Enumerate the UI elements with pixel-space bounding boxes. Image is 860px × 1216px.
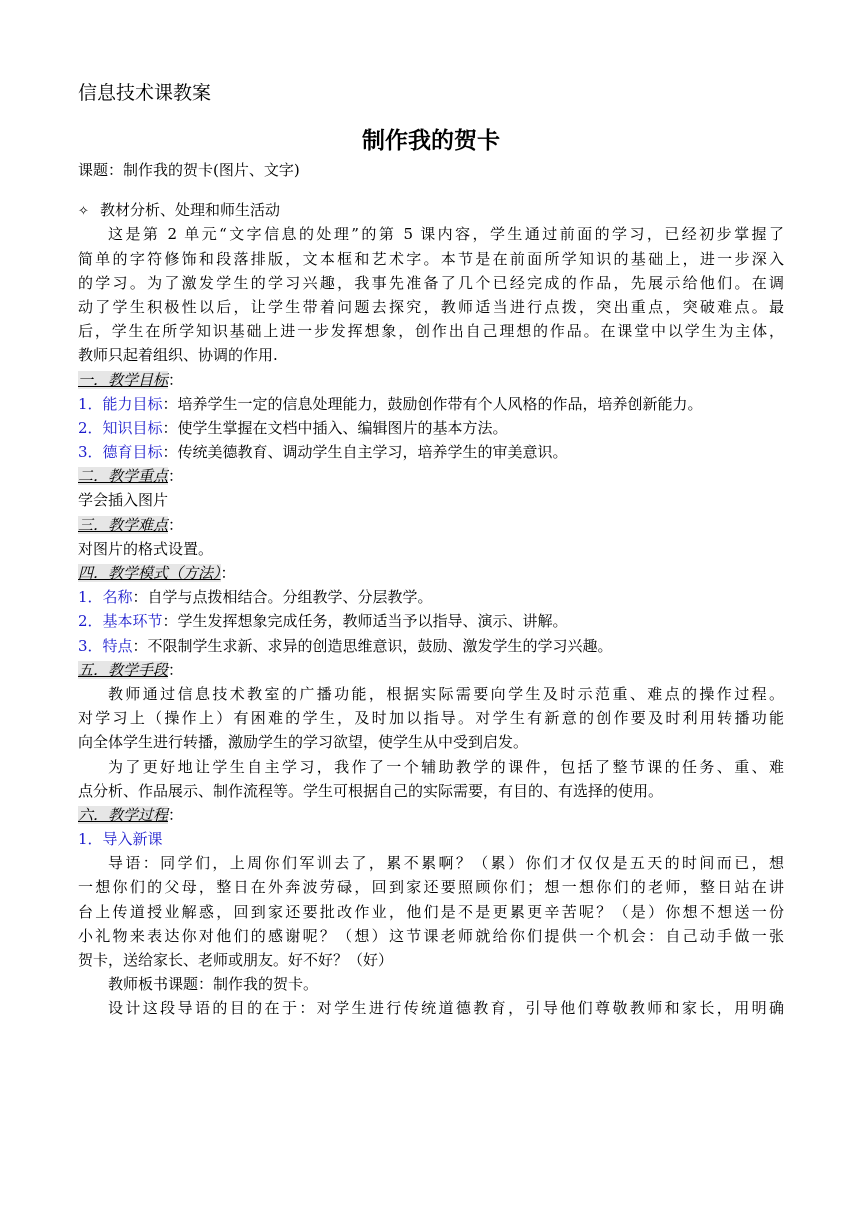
item-label: 1．能力目标 <box>78 394 163 413</box>
analysis-paragraph-line: 教师只起着组织、协调的作用. <box>78 346 278 365</box>
item-label: 3．特点 <box>78 636 133 655</box>
section-title: 六．教学过程 <box>78 805 169 824</box>
section-heading-mode <box>78 561 784 585</box>
process-step-heading: 1．导入新课 <box>78 830 163 849</box>
process-paragraph-line: 设计这段导语的目的在于：对学生进行传统道德教育，引导他们尊敬教师和家长，用明确 <box>108 999 784 1018</box>
section-colon: ： <box>168 805 184 824</box>
process-paragraph-line: 教师板书课题：制作我的贺卡。 <box>108 975 319 994</box>
section-title: 三．教学难点 <box>78 515 169 534</box>
means-paragraph-line: 为了更好地让学生自主学习，我作了一个辅助教学的课件，包括了整节课的任务、重、难 <box>108 757 784 776</box>
means-paragraph-line: 对学习上（操作上）有困难的学生，及时加以指导。对学生有新意的创作要及时利用转播功能 <box>78 709 784 728</box>
item-text: ：培养学生一定的信息处理能力，鼓励创作带有个人风格的作品，培养创新能力。 <box>162 394 703 413</box>
item-text: ：不限制学生求新、求异的创造思维意识，鼓励、激发学生的学习兴趣。 <box>132 636 613 655</box>
item-label: 2．知识目标 <box>78 418 163 437</box>
item-text: ：自学与点拨相结合。分组教学、分层教学。 <box>132 588 433 607</box>
section-title: 四．教学模式（方法） <box>78 564 221 582</box>
process-paragraph-line: 贺卡，送给家长、老师或朋友。好不好？（好） <box>78 951 394 969</box>
analysis-paragraph-line: 动了学生积极性以后，让学生带着问题去探究，教师适当进行点拨，突出重点，突破难点。最 <box>78 297 784 316</box>
section-colon: ： <box>168 515 184 534</box>
process-paragraph-line: 台上传道授业解惑，回到家还要批改作业，他们是不是更累更辛苦呢？（是）你想不想送一份 <box>78 902 784 921</box>
blank-line <box>78 182 784 198</box>
objective-item <box>78 392 784 416</box>
objective-item <box>78 416 784 440</box>
document-title: 制作我的贺卡 <box>362 128 500 154</box>
analysis-heading <box>78 198 784 222</box>
key-point-text: 学会插入图片 <box>78 491 169 510</box>
section-colon: ： <box>168 467 184 486</box>
document-header: 信息技术课教案 <box>78 82 212 104</box>
means-paragraph-line: 教师通过信息技术教室的广播功能，根据实际需要向学生及时示范重、难点的操作过程。 <box>108 684 784 703</box>
analysis-paragraph-line: 简单的字符修饰和段落排版，文本框和艺术字。本节是在前面所学知识的基础上，进一步深入 <box>78 249 784 268</box>
section-title: 二．教学重点 <box>78 467 169 486</box>
analysis-heading-text: 教材分析、处理和师生活动 <box>100 201 281 220</box>
analysis-paragraph-line: 后，学生在所学知识基础上进一步发挥想象，创作出自己理想的作品。在课堂中以学生为主体， <box>78 322 784 341</box>
item-text: ：传统美德教育、调动学生自主学习，培养学生的审美意识。 <box>162 443 568 462</box>
section-title: 一．教学目标 <box>78 370 169 389</box>
section-colon: ： <box>168 370 184 389</box>
mode-item <box>78 609 784 633</box>
section-heading-difficulties <box>78 513 784 537</box>
process-paragraph-line: 小礼物来表达你对他们的感谢呢？（想）这节课老师就给你们提供一个机会：自己动手做一张 <box>78 926 784 945</box>
item-label: 3．德育目标 <box>78 443 163 462</box>
section-heading-objectives <box>78 368 784 392</box>
objective-item <box>78 440 784 464</box>
item-text: ：学生发挥想象完成任务，教师适当予以指导、演示、讲解。 <box>162 612 568 631</box>
section-heading-key-points <box>78 464 784 488</box>
means-paragraph-line: 向全体学生进行转播，激励学生的学习欲望，使学生从中受到启发。 <box>78 733 529 752</box>
section-colon: ： <box>168 660 184 679</box>
item-text: ：使学生掌握在文档中插入、编辑图片的基本方法。 <box>162 418 508 437</box>
section-title: 五．教学手段 <box>78 660 169 679</box>
subject-line: 课题：制作我的贺卡(图片、文字) <box>78 161 300 179</box>
difficulty-text: 对图片的格式设置。 <box>78 539 214 558</box>
mode-item <box>78 634 784 658</box>
analysis-paragraph-line: 的学习。为了激发学生的学习兴趣，我事先准备了几个已经完成的作品，先展示给他们。在调 <box>78 273 784 292</box>
item-label: 2．基本环节 <box>78 612 163 631</box>
section-colon: ： <box>220 564 236 582</box>
item-label: 1．名称 <box>78 588 133 607</box>
means-paragraph-line: 点分析、作品展示、制作流程等。学生可根据自己的实际需要，有目的、有选择的使用。 <box>78 781 664 800</box>
document-body <box>78 158 784 1021</box>
diamond-bullet-icon: ✧ <box>78 204 89 220</box>
mode-item <box>78 585 784 609</box>
section-heading-means <box>78 658 784 682</box>
process-paragraph-line: 一想你们的父母，整日在外奔波劳碌，回到家还要照顾你们；想一想你们的老师，整日站在讲 <box>78 878 784 897</box>
analysis-paragraph-line: 这是第 2 单元“文字信息的处理”的第 5 课内容，学生通过前面的学习，已经初步掌握了 <box>108 225 784 244</box>
section-heading-process <box>78 803 784 827</box>
process-paragraph-line: 导语：同学们，上周你们军训去了，累不累啊？（累）你们才仅仅是五天的时间而已，想 <box>108 854 784 873</box>
